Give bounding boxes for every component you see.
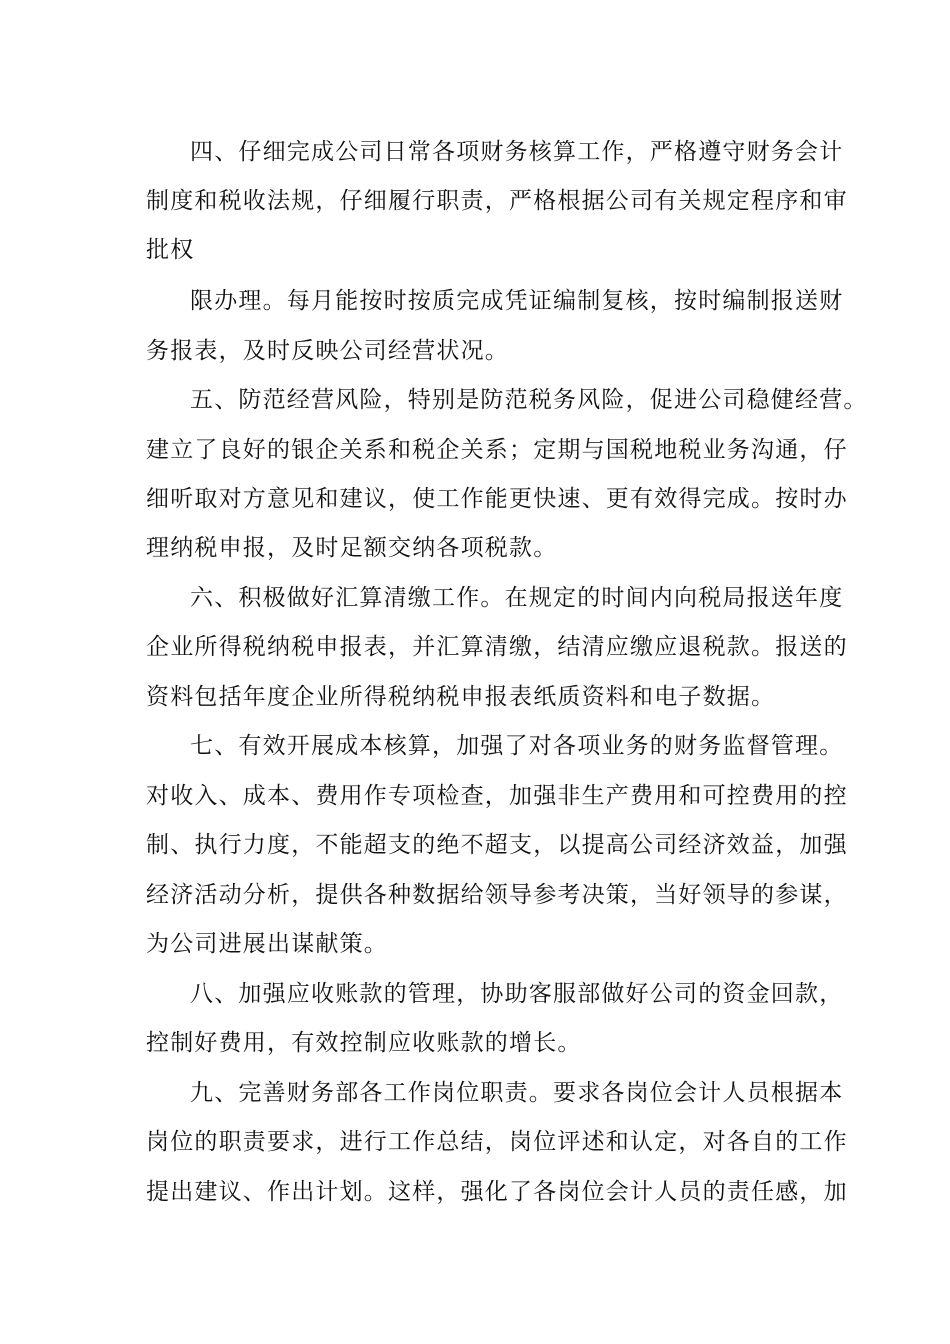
text-line: 资料包括年度企业所得税纳税申报表纸质资料和电子数据。 [146, 684, 776, 710]
text-line: 七、有效开展成本核算，加强了对各项业务的财务监督管理。 [190, 733, 844, 759]
text-line: 提出建议、作出计划。这样，强化了各岗位会计人员的责任感，加 [146, 1179, 848, 1205]
text-line: 四、仔细完成公司日常各项财务核算工作，严格遵守财务会计 [190, 139, 844, 165]
text-line: 九、完善财务部各工作岗位职责。要求各岗位会计人员根据本 [190, 1080, 844, 1106]
text-line: 制度和税收法规，仔细履行职责，严格根据公司有关规定程序和审 [146, 188, 848, 214]
text-line: 理纳税申报，及时足额交纳各项税款。 [146, 535, 558, 561]
text-line: 八、加强应收账款的管理，协助客服部做好公司的资金回款， [190, 981, 844, 1007]
text-line: 五、防范经营风险，特别是防范税务风险，促进公司稳健经营。 [190, 387, 868, 413]
text-line: 建立了良好的银企关系和税企关系；定期与国税地税业务沟通，仔 [146, 437, 848, 463]
text-line: 制、执行力度，不能超支的绝不超支，以提高公司经济效益，加强 [146, 832, 848, 858]
text-line: 经济活动分析，提供各种数据给领导参考决策，当好领导的参谋， [146, 882, 848, 908]
text-line: 为公司进展出谋献策。 [146, 931, 388, 957]
text-line: 对收入、成本、费用作专项检查，加强非生产费用和可控费用的控 [146, 783, 848, 809]
text-line: 六、积极做好汇算清缴工作。在规定的时间内向税局报送年度 [190, 585, 844, 611]
text-line: 岗位的职责要求，进行工作总结，岗位评述和认定，对各自的工作 [146, 1129, 848, 1155]
text-line: 企业所得税纳税申报表，并汇算清缴，结清应缴应退税款。报送的 [146, 634, 848, 660]
text-line: 细听取对方意见和建议，使工作能更快速、更有效得完成。按时办 [146, 486, 848, 512]
text-line: 限办理。每月能按时按质完成凭证编制复核，按时编制报送财 [190, 288, 844, 314]
text-line: 务报表，及时反映公司经营状况。 [146, 338, 509, 364]
text-line: 批权 [146, 237, 195, 263]
text-line: 控制好费用，有效控制应收账款的增长。 [146, 1030, 582, 1056]
